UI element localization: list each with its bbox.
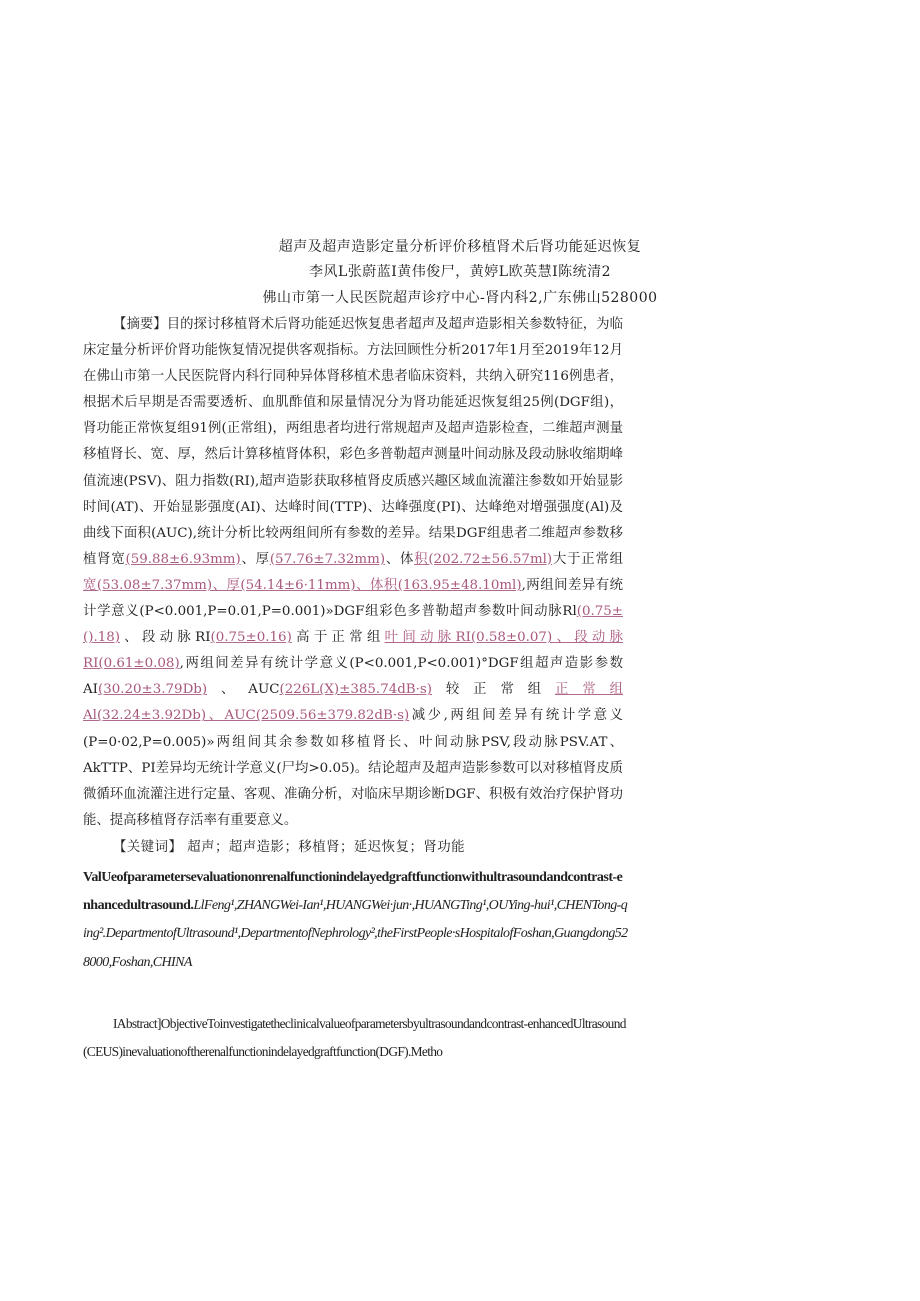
paper-title: 超声及超声造影定量分析评价移植肾术后肾功能延迟恢复 — [278, 239, 642, 255]
highlight-value: 积(202.72±56.57ml) — [414, 551, 553, 567]
abstract-text: ,两组间差异有统计学意义(P<0.001,P=0.01,P=0.001)»DGF组彩色多普勒超声参数叶间动脉Rl — [83, 577, 624, 620]
highlight-value: 宽(53.08±7.37mm)、厚(54.14±6·11mm)、体积(163.95±48.10ml) — [83, 577, 522, 593]
abstract-text: 大于正常组 — [552, 551, 624, 567]
highlight-value: (59.88±6.93mm) — [125, 551, 241, 567]
chinese-abstract — [83, 312, 623, 834]
abstract-text: 高于正常组 — [291, 630, 385, 646]
highlight-value: (0.75±().18) — [83, 604, 623, 646]
highlight-value: 正常组Al(32.24±3.92Db)、AUC(2509.56±379.82dB·s) — [83, 682, 624, 724]
abstract-text: 、体 — [385, 551, 415, 567]
english-title: ValUeofparametersevaluationonrenalfunctionindelayedgraftfunctionwithultrasoundandcontrast-enhancedultrasound. — [83, 870, 623, 914]
english-abstract: IAbstract]ObjectiveToinvestigatetheclinicalvalueofparametersbyultrasoundandcontrast-enhancedUltrasound(CEUS)inevaluationoftherenalfunctionindelayedgraftfunction(DGF).Metho — [83, 1016, 626, 1059]
abstract-text: ,两组间差异有统计学意义(P<0.001,P<0.001)°DGF组超声造影参数AI — [83, 656, 623, 698]
abstract-text: 、段动脉RI — [119, 630, 211, 646]
highlight-value: 叶间动脉RI(0.58±0.07)、段动脉RI(0.61±0.08) — [83, 630, 624, 672]
abstract-text: 、厚 — [240, 551, 270, 567]
highlight-value: (30.20±3.79Db) — [97, 682, 208, 698]
highlight-value: (0.75±0.16) — [210, 630, 292, 646]
abstract-text: 【摘要】目的探讨移植肾术后肾功能延迟恢复患者超声及超声造影相关参数特征，为临床定量分析评价肾功能恢复情况提供客观指标。方法回顾性分析2017年1月至2019年12月在佛山市第一人民医院肾内科行同种异体肾移植术患者临床资料，共纳入研究116例患者，根据术后早期是否需要透析、血肌酢值和尿量情况分为肾功能延迟恢复组25例(DGF组)，肾功能正常恢复组91例(正常组)，两组患者均进行常规超声及超声造影检查，二维超声测量移植肾长、宽、厚，然后计算移植肾体积，彩色多普勒超声测量叶间动脉及段动脉收缩期峰值流速(PSV)、阻力指数(RI),超声造影获取移植肾皮质感兴趣区域血流灌注参数如开始显影时间(AT)、开始显影强度(AI)、达峰时间(TTP)、达峰强度(PI)、达峰绝对增强强度(Al)及曲线下面积(AUC),统计分析比较两组间所有参数的差异。结果DGF组患者二维超声参数移植肾宽 — [83, 317, 623, 567]
highlight-value: (57.76±7.32mm) — [269, 551, 386, 567]
english-title-block — [83, 864, 628, 977]
abstract-text: 、AUC — [207, 682, 280, 698]
english-authors: LlFeng¹,ZHANGWei-Ian¹,HUANGWei·jun·,HUANGTing¹,OUYing-hui¹,CHENTong-qing².DepartmentofUltrasound¹,DepartmentofNephrology²,theFirstPeople·sHospitalofFoshan,Guangdong528000,Foshan,CHINA — [83, 898, 628, 970]
affiliation: 佛山市第一人民医院超声诊疗中心-肾内科2,广东佛山528000 — [262, 290, 658, 306]
highlight-value: (226L(X)±385.74dB·s) — [279, 682, 432, 698]
abstract-text: 较正常组 — [432, 682, 556, 698]
keywords: 【关键词】 超声；超声造影；移植肾；延迟恢复；肾功能 — [113, 840, 466, 855]
abstract-text: 减少,两组间差异有统计学意义(P=0·02,P=0.005)»两组间其余参数如移植肾长、叶间动脉PSV,段动脉PSV.AT、AkTTP、PI差异均无统计学意义(尸均>0.05)。结论超声及超声造影参数可以对移植肾皮质微循环血流灌注进行定量、客观、准确分析，对临床早期诊断DGF、积极有效治疗保护肾功能、提高移植肾存活率有重要意义。 — [83, 708, 623, 828]
author-list: 李风L张蔚蓝I黄伟俊尸，黄婷L欧英慧I陈统清2 — [308, 264, 612, 280]
